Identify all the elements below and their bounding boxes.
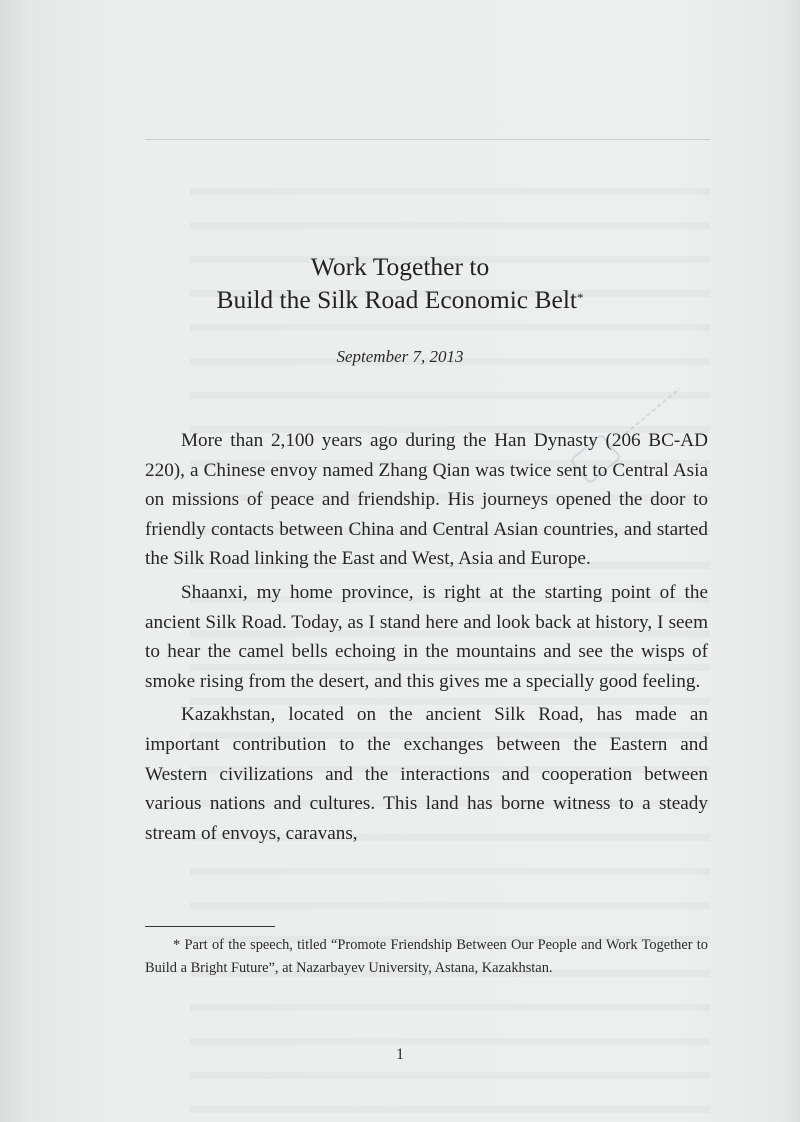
chapter-title — [0, 250, 800, 316]
speech-date: September 7, 2013 — [336, 347, 464, 366]
paragraph: Kazakhstan, located on the ancient Silk Road, has made an important contribution to the exchanges between the Eastern and Western civilizations and the interactions and cooperation between various nations and cultures. This land has borne witness to a steady stream of envoys, caravans, — [145, 704, 708, 844]
footnote: * Part of the speech, titled “Promote Friendship Between Our People and Work Together to Build a Bright Future”, at Nazarbayev University, Astana, Kazakhstan. — [145, 937, 708, 976]
paragraph: Shaanxi, my home province, is right at the starting point of the ancient Silk Road. Today, as I stand here and look back at history, I seem to hear the camel bells echoing in the mountains and see the wisps of smoke rising from the desert, and this gives me a specially good feeling. — [145, 581, 708, 692]
chapter-title-line-2 — [0, 283, 800, 316]
footnote-divider — [145, 926, 275, 927]
show-through-rule — [145, 139, 710, 140]
footnote-marker: * — [577, 290, 584, 305]
chapter-title-line-1: Work Together to — [310, 252, 490, 281]
chapter-title-text: Build the Silk Road Economic Belt — [216, 285, 577, 314]
body-text — [145, 426, 708, 852]
paragraph: More than 2,100 years ago during the Han Dynasty (206 BC-AD 220), a Chinese envoy named Zhang Qian was twice sent to Central Asia on missions of peace and friendship. His journeys opened the door to friendly contacts between China and Central Asian countries, and started the Silk Road linking the East and West, Asia and Europe. — [145, 430, 708, 570]
page-number: 1 — [396, 1046, 404, 1063]
